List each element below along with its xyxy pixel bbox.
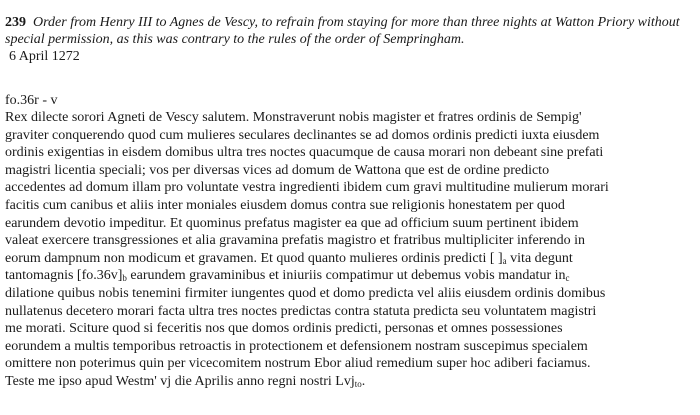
entry-heading (5, 14, 693, 48)
text-line-4: magistri licentia speciali; vos per diversas vices ad domum de Wattona que est de ordine predicto (5, 162, 550, 178)
text-line-8: valeat exercere transgressiones et alia gravamina prefatis magistro et fratribus multipliciter inferendo in (5, 233, 585, 249)
folio-reference: fo.36r - v (5, 93, 58, 108)
text-line-16-part-1: Teste me ipso apud Westm' vj die Aprilis anno regni nostri Lvj (5, 373, 355, 389)
footnote-marker-to: to (354, 378, 362, 389)
text-line-11: dilatione quibus nobis tenemini firmiter iungentes quod et domo predicta vel aliis eiusdem ordinis domibus (5, 285, 606, 301)
text-line-1: Rex dilecte sorori Agneti de Vescy salutem. Monstraverunt nobis magister et fratres ordinis de Sempig' (5, 110, 582, 125)
footnote-marker-b: b (122, 273, 127, 284)
text-line-9-part-2: vita degunt (506, 250, 573, 266)
entry-date: 6 April 1272 (9, 49, 80, 64)
text-line-16-part-2: . (361, 373, 366, 389)
document-text (5, 109, 693, 391)
entry-title-part-2: special permission, as this was contrary to the rules of the order of Sempringham. (5, 32, 465, 47)
text-line-10-part-2: earundem gravaminibus et iniuriis compatimur ut debemus vobis mandatur in (126, 268, 566, 284)
entry-number: 239 (5, 15, 26, 30)
text-line-10 (5, 267, 693, 285)
text-line-10-part-1: tantomagnis [fo.36v] (5, 268, 123, 284)
text-line-12: nullatenus decetero morari facta ultra tres noctes predictas contra statuta predicta seu voluntatem magistri (5, 303, 597, 319)
text-line-3: ordinis exigentias in eisdem domibus ultra tres noctes quacumque de causa morari non debeant sine prefati (5, 145, 604, 161)
text-line-5: accedentes ad domum illam pro voluntate vestra ingredienti ibidem cum gravi multitudine mulierum morari (5, 180, 609, 196)
text-line-15: omittere non poterimus quin per vicecomitem nostrum Ebor aliud remedium super hoc adiberi faciamus. (5, 356, 591, 372)
text-line-7: earundem devotio impeditur. Et quominus prefatus magister ea que ad officium suum pertinent ibidem (5, 215, 579, 231)
entry-title-part-1: Order from Henry III to Agnes de Vescy, to refrain from staying for more than three nights at Watton Priory without (33, 15, 680, 30)
heading-line-1 (5, 14, 693, 31)
text-line-9-part-1: eorum dampnum non modicum et gravamen. Et quod quanto mulieres ordinis predicti [ ] (5, 250, 503, 266)
footnote-marker-c: c (565, 273, 570, 284)
document-page (5, 14, 693, 391)
text-line-6: facitis cum canibus et aliis inter moniales eiusdem domus contra sue religionis honestatem per quod (5, 197, 565, 213)
text-line-14: eorundem a multis temporibus retroactis in protectionem et defensionem nostram suscepimus specialem (5, 338, 588, 354)
text-line-2: graviter conquerendo quod cum mulieres seculares declinantes se ad domos ordinis predicti iuxta eiusdem (5, 127, 600, 143)
footnote-marker-a: a (502, 255, 507, 266)
text-line-13: me morati. Sciture quod si feceritis nos que domos ordinis predicti, personas et omnes possessiones (5, 321, 563, 337)
text-line-9 (5, 250, 693, 268)
text-line-16 (5, 373, 693, 391)
